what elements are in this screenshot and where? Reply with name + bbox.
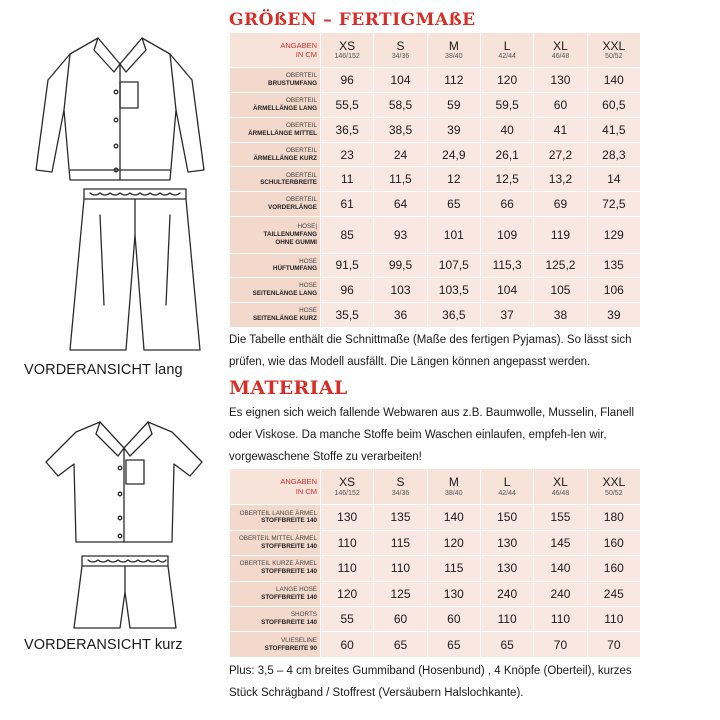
table-row (230, 607, 641, 632)
row-label-line: OBERTEIL (285, 97, 317, 105)
row-label-line: ÄRMELLÄNGE MITTEL (248, 129, 317, 137)
table-row (230, 68, 641, 93)
table-cell: 245 (587, 581, 640, 606)
row-label-line: LANGE HOSE (276, 585, 317, 593)
table-cell: 55,5 (321, 93, 374, 118)
heading-sizes: GRÖßEN – FERTIGMAßE (229, 10, 476, 30)
row-label-line: TAILLENUMFANG (263, 230, 317, 238)
size-header (587, 33, 640, 68)
row-label (230, 303, 321, 328)
row-label-line: STOFFBREITE 140 (261, 542, 317, 550)
table-cell: 103,5 (427, 278, 480, 303)
table-cell: 125 (374, 581, 427, 606)
table-cell: 23 (321, 142, 374, 167)
table-row (230, 530, 641, 555)
table-cell: 24 (374, 142, 427, 167)
table-cell: 240 (480, 581, 533, 606)
size-header (374, 33, 427, 68)
table-cell: 70 (587, 632, 640, 658)
table-cell: 11,5 (374, 167, 427, 192)
long-shirt-illustration (30, 20, 220, 180)
table-cell: 96 (321, 278, 374, 303)
table-header-row (230, 469, 641, 505)
table-cell: 13,2 (534, 167, 587, 192)
table-cell: 60 (427, 607, 480, 632)
table-cell: 107,5 (427, 253, 480, 278)
size-name: L (503, 475, 511, 490)
row-label-line: OBERTEIL (285, 121, 317, 129)
table-row (230, 217, 641, 253)
table-cell: 135 (587, 253, 640, 278)
size-range: 46/48 (551, 53, 570, 61)
row-label-line: OBERTEIL MITTEL ÄRMEL (238, 535, 317, 543)
caption-long-view: VORDERANSICHT lang (24, 362, 183, 378)
table-cell: 38,5 (374, 117, 427, 142)
table-cell: 101 (427, 217, 480, 253)
table-cell: 130 (480, 530, 533, 555)
size-range: 146/152 (334, 53, 360, 61)
table-cell: 110 (587, 607, 640, 632)
size-header (427, 33, 480, 68)
table-cell: 110 (480, 607, 533, 632)
table-cell: 110 (374, 556, 427, 581)
table-cell: 160 (587, 530, 640, 555)
table-cell: 106 (587, 278, 640, 303)
table-cell: 130 (321, 505, 374, 530)
short-shirt-illustration (40, 410, 210, 545)
table-cell: 36 (374, 303, 427, 328)
size-range: 34/36 (391, 53, 410, 61)
table-cell: 41,5 (587, 117, 640, 142)
table-cell: 140 (534, 556, 587, 581)
row-label-line: SCHULTERBREITE (260, 179, 317, 187)
table-cell: 39 (427, 117, 480, 142)
header-label (230, 33, 321, 68)
table-cell: 24,9 (427, 142, 480, 167)
size-name: M (448, 475, 459, 490)
table-cell: 38 (534, 303, 587, 328)
table-row (230, 303, 641, 328)
size-range: 50/52 (605, 53, 623, 61)
table-cell: 130 (427, 581, 480, 606)
table-cell: 55 (321, 607, 374, 632)
header-label-line: IN CM (295, 50, 317, 60)
table-cell: 72,5 (587, 192, 640, 217)
table-cell: 155 (534, 505, 587, 530)
row-label-line: STOFFBREITE 140 (261, 619, 317, 627)
row-label-line: ÄRMELLÄNGE LANG (252, 104, 317, 112)
size-range: 146/152 (334, 489, 360, 497)
table-cell: 120 (427, 530, 480, 555)
size-header (374, 469, 427, 505)
table-row (230, 192, 641, 217)
table-cell: 85 (321, 217, 374, 253)
table-cell: 12,5 (480, 167, 533, 192)
table-cell: 96 (321, 68, 374, 93)
table-cell: 26,1 (480, 142, 533, 167)
table-cell: 39 (587, 303, 640, 328)
table-row (230, 253, 641, 278)
table-cell: 11 (321, 167, 374, 192)
row-label-line: VORDERLÄNGE (268, 204, 317, 212)
table-cell: 120 (480, 68, 533, 93)
table-cell: 27,2 (534, 142, 587, 167)
row-label-line: OBERTEIL (285, 171, 317, 179)
table-cell: 140 (427, 505, 480, 530)
table-cell: 65 (480, 632, 533, 658)
row-label (230, 192, 321, 217)
row-label (230, 278, 321, 303)
size-range: 50/52 (605, 489, 623, 497)
table-cell: 104 (374, 68, 427, 93)
row-label (230, 167, 321, 192)
table-cell: 135 (374, 505, 427, 530)
row-label (230, 632, 321, 658)
table-cell: 115 (374, 530, 427, 555)
notions-text: Plus: 3,5 – 4 cm breites Gummiband (Hosenbund) , 4 Knöpfe (Oberteil), kurzes Stück Schrägband / Stoffrest (Versäubern Halslochkante). (229, 665, 632, 699)
table-row (230, 117, 641, 142)
table-cell: 145 (534, 530, 587, 555)
table-cell: 240 (534, 581, 587, 606)
row-label-line: STOFFBREITE 140 (261, 568, 317, 576)
table-cell: 109 (480, 217, 533, 253)
table-cell: 60 (374, 607, 427, 632)
size-header (321, 33, 374, 68)
size-header (480, 33, 533, 68)
size-range: 38/40 (445, 53, 463, 61)
row-label (230, 217, 321, 253)
long-pants-illustration (60, 185, 210, 355)
row-label (230, 607, 321, 632)
row-label-line: VLIESELINE (280, 636, 317, 644)
row-label (230, 505, 321, 530)
table-cell: 58,5 (374, 93, 427, 118)
size-range: 34/36 (391, 489, 410, 497)
table-cell: 41 (534, 117, 587, 142)
material-description-text: Es eignen sich weich fallende Webwaren aus z.B. Baumwolle, Musselin, Flanell oder Viskose. Da manche Stoffe beim Waschen einlaufen, empfeh-len wir, vorgewaschene Stoffe zu verarbeiten! (229, 407, 635, 463)
table-cell: 36,5 (321, 117, 374, 142)
table-cell: 37 (480, 303, 533, 328)
size-header (427, 469, 480, 505)
table-cell: 93 (374, 217, 427, 253)
size-name: XXL (602, 38, 626, 53)
table-row (230, 556, 641, 581)
row-label-line: OBERTEIL (285, 196, 317, 204)
row-label (230, 556, 321, 581)
heading-material: MATERIAL (229, 377, 348, 399)
table-row (230, 632, 641, 658)
table-cell: 60,5 (587, 93, 640, 118)
table-cell: 14 (587, 167, 640, 192)
table-cell: 99,5 (374, 253, 427, 278)
row-label-line: HÜFTUMFANG (272, 265, 317, 273)
table-note-text: Die Tabelle enthält die Schnittmaße (Maße des fertigen Pyjamas). So lässt sich prüfen, wie das Modell ausfällt. Die Längen können angepasst werden. (229, 334, 632, 368)
row-label (230, 581, 321, 606)
table-cell: 59,5 (480, 93, 533, 118)
table-cell: 12 (427, 167, 480, 192)
header-label (230, 469, 321, 505)
row-label (230, 253, 321, 278)
table-row (230, 142, 641, 167)
table-cell: 69 (534, 192, 587, 217)
row-label-line: HOSE (299, 282, 317, 290)
table-cell: 64 (374, 192, 427, 217)
size-name: M (448, 38, 459, 53)
table-cell: 28,3 (587, 142, 640, 167)
size-name: S (396, 475, 405, 490)
row-label-line: BRUSTUMFANG (268, 80, 317, 88)
table-cell: 115 (427, 556, 480, 581)
measurements-table (229, 32, 641, 328)
table-cell: 35,5 (321, 303, 374, 328)
size-name: XL (553, 475, 568, 490)
row-label (230, 142, 321, 167)
size-header (534, 469, 587, 505)
table-cell: 65 (427, 632, 480, 658)
header-label-line: ANGABEN (280, 40, 317, 50)
size-header (480, 469, 533, 505)
size-range: 42/44 (498, 53, 516, 61)
table-cell: 70 (534, 632, 587, 658)
table-cell: 110 (321, 530, 374, 555)
row-label (230, 68, 321, 93)
size-name: L (503, 38, 511, 53)
size-name: XXL (602, 475, 626, 490)
table-row (230, 167, 641, 192)
row-label-line: HOSE (299, 307, 317, 315)
material-table (229, 468, 641, 658)
table-cell: 40 (480, 117, 533, 142)
table-cell: 130 (534, 68, 587, 93)
table-cell: 160 (587, 556, 640, 581)
size-name: S (396, 38, 405, 53)
table-cell: 65 (374, 632, 427, 658)
table-cell: 110 (534, 607, 587, 632)
table-cell: 180 (587, 505, 640, 530)
row-label-line: OBERTEIL (285, 146, 317, 154)
row-label-line: OBERTEIL (285, 72, 317, 80)
row-label-line: OHNE GUMMI (275, 238, 317, 246)
table-row (230, 278, 641, 303)
table-cell: 115,3 (480, 253, 533, 278)
size-name: XS (339, 38, 356, 53)
header-label-line: IN CM (295, 486, 317, 496)
table-row (230, 581, 641, 606)
row-label (230, 117, 321, 142)
table-cell: 125,2 (534, 253, 587, 278)
table-cell: 130 (480, 556, 533, 581)
table-cell: 60 (321, 632, 374, 658)
table-cell: 36,5 (427, 303, 480, 328)
table-cell: 140 (587, 68, 640, 93)
table-cell: 150 (480, 505, 533, 530)
row-label-line: ÄRMELLÄNGE KURZ (253, 154, 317, 162)
table-cell: 120 (321, 581, 374, 606)
table-cell: 61 (321, 192, 374, 217)
table-row (230, 505, 641, 530)
size-range: 42/44 (498, 489, 516, 497)
size-header (321, 469, 374, 505)
table-cell: 91,5 (321, 253, 374, 278)
header-label-line: ANGABEN (280, 477, 317, 487)
table-cell: 66 (480, 192, 533, 217)
row-label-line: SEITENLÄNGE KURZ (252, 315, 317, 323)
table-row (230, 93, 641, 118)
row-label (230, 530, 321, 555)
row-label-line: SHORTS (290, 611, 317, 619)
table-cell: 112 (427, 68, 480, 93)
row-label-line: STOFFBREITE 90 (264, 644, 317, 652)
size-range: 38/40 (445, 489, 463, 497)
table-cell: 110 (321, 556, 374, 581)
size-name: XL (553, 38, 568, 53)
size-range: 46/48 (551, 489, 570, 497)
row-label-line: OBERTEIL LANGE ÄRMEL (239, 509, 317, 517)
row-label-line: OBERTEIL KURZE ÄRMEL (239, 560, 317, 568)
table-cell: 129 (587, 217, 640, 253)
row-label-line: STOFFBREITE 140 (261, 517, 317, 525)
row-label-line: STOFFBREITE 140 (261, 593, 317, 601)
table-cell: 119 (534, 217, 587, 253)
table-header-row (230, 33, 641, 68)
row-label (230, 93, 321, 118)
size-header (587, 469, 640, 505)
table-cell: 104 (480, 278, 533, 303)
caption-short-view: VORDERANSICHT kurz (24, 637, 183, 653)
table-cell: 59 (427, 93, 480, 118)
row-label-line: SEITENLÄNGE LANG (252, 290, 317, 298)
size-name: XS (339, 475, 356, 490)
row-label-line: HOSE (299, 257, 317, 265)
shorts-illustration (70, 552, 180, 632)
table-cell: 60 (534, 93, 587, 118)
table-cell: 105 (534, 278, 587, 303)
row-label-line: HOSE| (297, 223, 317, 230)
size-header (534, 33, 587, 68)
table-cell: 65 (427, 192, 480, 217)
table-cell: 103 (374, 278, 427, 303)
